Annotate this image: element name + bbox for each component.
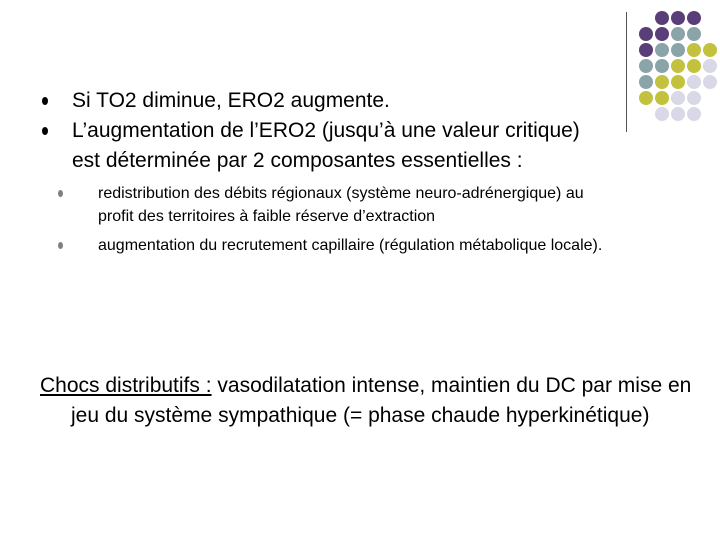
decorative-dot xyxy=(687,43,701,57)
decorative-divider-line xyxy=(626,12,627,132)
bullet-list xyxy=(40,86,603,257)
decorative-dot xyxy=(687,11,701,25)
decorative-dot-grid xyxy=(639,11,719,121)
decorative-dot xyxy=(655,107,669,121)
sub-bullet-marker xyxy=(58,190,63,197)
bullet-text: Si TO2 diminue, ERO2 augmente. xyxy=(72,89,390,112)
bullet-item-1 xyxy=(40,86,600,116)
bullet-marker xyxy=(42,127,48,135)
sub-bullet-item-1 xyxy=(98,182,618,228)
footer-paragraph xyxy=(40,371,711,431)
decorative-dot xyxy=(703,59,717,73)
decorative-dot xyxy=(687,59,701,73)
decorative-dot xyxy=(687,75,701,89)
decorative-dot xyxy=(639,91,653,105)
decorative-dot xyxy=(671,91,685,105)
decorative-dot xyxy=(655,91,669,105)
decorative-dot xyxy=(655,43,669,57)
sub-bullet-text: redistribution des débits régionaux (système neuro-adrénergique) au profit des territoires à faible réserve d’extraction xyxy=(98,185,584,225)
sub-bullet-list xyxy=(98,182,618,257)
decorative-dot xyxy=(655,11,669,25)
footer-text: vasodilatation intense, maintien du DC par mise en jeu du système sympathique (= phase chaude hyperkinétique) xyxy=(71,374,692,427)
bullet-text: L’augmentation de l’ERO2 (jusqu’à une valeur critique) est déterminée par 2 composantes essentielles : xyxy=(72,119,580,172)
sub-bullet-item-2 xyxy=(98,234,618,257)
decorative-dot xyxy=(639,75,653,89)
bullet-marker xyxy=(42,97,48,105)
footer-label: Chocs distributifs : xyxy=(40,374,212,397)
decorative-dot xyxy=(655,75,669,89)
decorative-dot xyxy=(671,43,685,57)
decorative-dot xyxy=(671,107,685,121)
decorative-dot xyxy=(671,75,685,89)
decorative-dot xyxy=(671,11,685,25)
decorative-dot xyxy=(639,27,653,41)
decorative-dot xyxy=(639,59,653,73)
bullet-item-2 xyxy=(40,116,600,176)
decorative-dot xyxy=(687,91,701,105)
decorative-dot xyxy=(703,43,717,57)
decorative-dot xyxy=(687,107,701,121)
decorative-dot xyxy=(655,27,669,41)
sub-bullet-text: augmentation du recrutement capillaire (régulation métabolique locale). xyxy=(98,237,603,254)
decorative-dot xyxy=(671,59,685,73)
decorative-dot xyxy=(703,75,717,89)
decorative-dot xyxy=(655,59,669,73)
decorative-dot xyxy=(671,27,685,41)
decorative-dot xyxy=(687,27,701,41)
sub-bullet-marker xyxy=(58,242,63,249)
decorative-dot xyxy=(639,43,653,57)
